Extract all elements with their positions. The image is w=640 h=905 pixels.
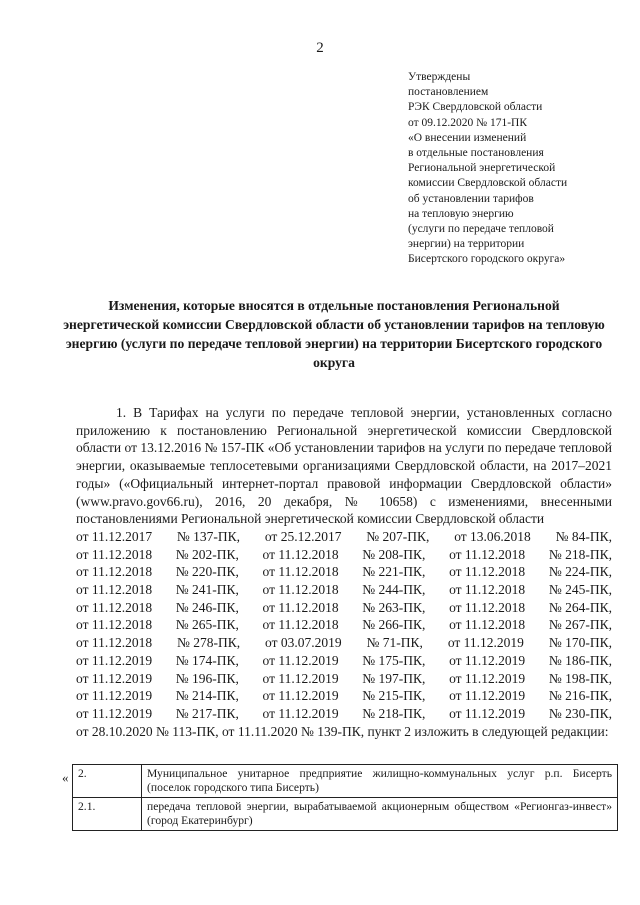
approval-line: постановлением bbox=[408, 86, 489, 99]
reference-row bbox=[76, 563, 612, 581]
resolution-number: № 245-ПК, bbox=[548, 582, 612, 598]
resolution-number: № 220-ПК, bbox=[175, 564, 239, 580]
resolution-number: № 246-ПК, bbox=[175, 599, 239, 615]
page-number: 2 bbox=[316, 40, 324, 56]
resolution-number: № 174-ПК, bbox=[175, 652, 239, 668]
reference-list bbox=[76, 528, 612, 723]
resolution-number: № 216-ПК, bbox=[548, 688, 612, 704]
resolution-date: от 11.12.2018 bbox=[76, 546, 153, 562]
resolution-number: № 71-ПК, bbox=[366, 635, 423, 651]
paragraph-tail: от 28.10.2020 № 113-ПК, от 11.11.2020 № 139-ПК, пункт 2 изложить в следующей редакции: bbox=[76, 723, 609, 739]
row-description: передача тепловой энергии, вырабатываемой акционерным обществом «Регионгаз-инвест» (город Екатеринбург) bbox=[142, 798, 618, 831]
body-text bbox=[76, 404, 612, 740]
resolution-date: от 11.12.2018 bbox=[76, 635, 153, 651]
resolution-number: № 267-ПК, bbox=[548, 617, 612, 633]
reference-row bbox=[76, 634, 612, 652]
resolution-number: № 241-ПК, bbox=[175, 582, 239, 598]
resolution-number: № 207-ПК, bbox=[366, 528, 430, 544]
resolution-number: № 214-ПК, bbox=[175, 688, 239, 704]
resolution-date: от 11.12.2018 bbox=[76, 617, 153, 633]
resolution-date: от 11.12.2018 bbox=[262, 546, 339, 562]
resolution-number: № 224-ПК, bbox=[548, 564, 612, 580]
resolution-number: № 244-ПК, bbox=[362, 582, 426, 598]
resolution-date: от 25.12.2017 bbox=[264, 528, 342, 544]
row-number: 2.1. bbox=[73, 798, 142, 831]
resolution-number: № 196-ПК, bbox=[175, 670, 239, 686]
resolution-number: № 266-ПК, bbox=[362, 617, 426, 633]
resolution-date: от 11.12.2019 bbox=[449, 705, 526, 721]
reference-row bbox=[76, 581, 612, 599]
approval-line: об установлении тарифов bbox=[408, 192, 534, 205]
reference-row bbox=[76, 705, 612, 723]
resolution-number: № 263-ПК, bbox=[362, 599, 426, 615]
resolution-number: № 215-ПК, bbox=[362, 688, 426, 704]
resolution-date: от 11.12.2018 bbox=[76, 564, 153, 580]
resolution-date: от 11.12.2018 bbox=[449, 582, 526, 598]
resolution-date: от 11.12.2018 bbox=[262, 617, 339, 633]
resolution-number: № 84-ПК, bbox=[555, 528, 612, 544]
resolution-number: № 175-ПК, bbox=[362, 652, 426, 668]
reference-row bbox=[76, 546, 612, 564]
approval-line: «О внесении изменений bbox=[408, 131, 527, 144]
resolution-number: № 218-ПК, bbox=[362, 705, 426, 721]
resolution-date: от 11.12.2018 bbox=[449, 599, 526, 615]
reference-row bbox=[76, 528, 612, 546]
resolution-number: № 264-ПК, bbox=[548, 599, 612, 615]
resolution-number: № 278-ПК, bbox=[177, 635, 241, 651]
resolution-number: № 265-ПК, bbox=[175, 617, 239, 633]
resolution-date: от 11.12.2019 bbox=[447, 635, 524, 651]
resolution-date: от 11.12.2019 bbox=[449, 670, 526, 686]
resolution-date: от 11.12.2018 bbox=[449, 546, 526, 562]
approval-line: Утверждены bbox=[408, 71, 471, 83]
paragraph-intro: 1. В Тарифах на услуги по передаче тепловой энергии, установленных согласно приложению к постановлению Региональной энергетической комиссии Свердловской области от 13.12.2016 № 157-ПК «Об установлении тарифов на услуги по передаче тепловой энергии, оказываемые теплосетевыми организациями Свердловской области, на 2017–2021 годы» («Официальный интернет-портал правовой информации Свердловской области» (www.pravo.gov66.ru), 2016, 20 декабря, № 10658) с изменениями, внесенными постановлениями Региональной энергетической комиссии Свердловской области bbox=[76, 405, 612, 527]
row-description: Муниципальное унитарное предприятие жилищно-коммунальных услуг р.п. Бисерть (поселок городского типа Бисерть) bbox=[142, 765, 618, 798]
approval-line: в отдельные постановления bbox=[408, 147, 544, 160]
resolution-date: от 11.12.2018 bbox=[76, 582, 153, 598]
resolution-date: от 11.12.2019 bbox=[262, 670, 339, 686]
tariff-table bbox=[72, 764, 618, 831]
resolution-date: от 11.12.2019 bbox=[76, 688, 153, 704]
approval-stamp bbox=[408, 70, 623, 268]
reference-row bbox=[76, 652, 612, 670]
resolution-date: от 11.12.2019 bbox=[262, 652, 339, 668]
resolution-date: от 11.12.2019 bbox=[76, 670, 153, 686]
resolution-number: № 198-ПК, bbox=[548, 670, 612, 686]
resolution-date: от 11.12.2019 bbox=[76, 652, 153, 668]
resolution-date: от 11.12.2019 bbox=[449, 688, 526, 704]
resolution-date: от 11.12.2018 bbox=[262, 582, 339, 598]
resolution-date: от 11.12.2018 bbox=[76, 599, 153, 615]
reference-row bbox=[76, 670, 612, 688]
approval-line: Региональной энергетической bbox=[408, 162, 556, 175]
resolution-date: от 13.06.2018 bbox=[454, 528, 531, 544]
resolution-date: от 11.12.2019 bbox=[449, 652, 526, 668]
approval-line: Бисертского городского округа» bbox=[408, 253, 566, 266]
document-heading: Изменения, которые вносятся в отдельные постановления Региональной энергетической комиссии Свердловской области об установлении тарифов на тепловую энергию (услуги по передаче тепловой энергии) на территории Бисертского городского округа bbox=[63, 298, 605, 370]
resolution-number: № 186-ПК, bbox=[548, 652, 612, 668]
reference-row bbox=[76, 687, 612, 705]
approval-line: от 09.12.2020 № 171-ПК bbox=[408, 116, 528, 129]
resolution-date: от 11.12.2019 bbox=[262, 688, 339, 704]
resolution-number: № 218-ПК, bbox=[548, 546, 612, 562]
resolution-date: от 03.07.2019 bbox=[265, 635, 342, 651]
resolution-date: от 11.12.2018 bbox=[449, 564, 526, 580]
resolution-number: № 217-ПК, bbox=[175, 705, 239, 721]
reference-row bbox=[76, 599, 612, 617]
resolution-number: № 221-ПК, bbox=[362, 564, 426, 580]
resolution-number: № 208-ПК, bbox=[362, 546, 426, 562]
approval-line: (услуги по передаче тепловой bbox=[408, 223, 554, 236]
resolution-date: от 11.12.2018 bbox=[262, 599, 339, 615]
resolution-date: от 11.12.2019 bbox=[76, 705, 153, 721]
resolution-number: № 137-ПК, bbox=[176, 528, 241, 544]
resolution-number: № 202-ПК, bbox=[175, 546, 239, 562]
approval-line: комиссии Свердловской области bbox=[408, 177, 568, 190]
approval-line: энергии) на территории bbox=[408, 238, 525, 251]
resolution-date: от 11.12.2018 bbox=[449, 617, 526, 633]
table-row bbox=[73, 798, 618, 831]
resolution-date: от 11.12.2018 bbox=[262, 564, 339, 580]
approval-line: на тепловую энергию bbox=[408, 207, 514, 220]
opening-quote-mark: « bbox=[62, 770, 69, 785]
row-number: 2. bbox=[73, 765, 142, 798]
resolution-date: от 11.12.2017 bbox=[76, 528, 153, 544]
resolution-number: № 197-ПК, bbox=[362, 670, 426, 686]
resolution-date: от 11.12.2019 bbox=[262, 705, 339, 721]
reference-row bbox=[76, 616, 612, 634]
resolution-number: № 230-ПК, bbox=[548, 705, 612, 721]
table-row bbox=[73, 765, 618, 798]
resolution-number: № 170-ПК, bbox=[548, 635, 612, 651]
approval-line: РЭК Свердловской области bbox=[408, 101, 543, 114]
